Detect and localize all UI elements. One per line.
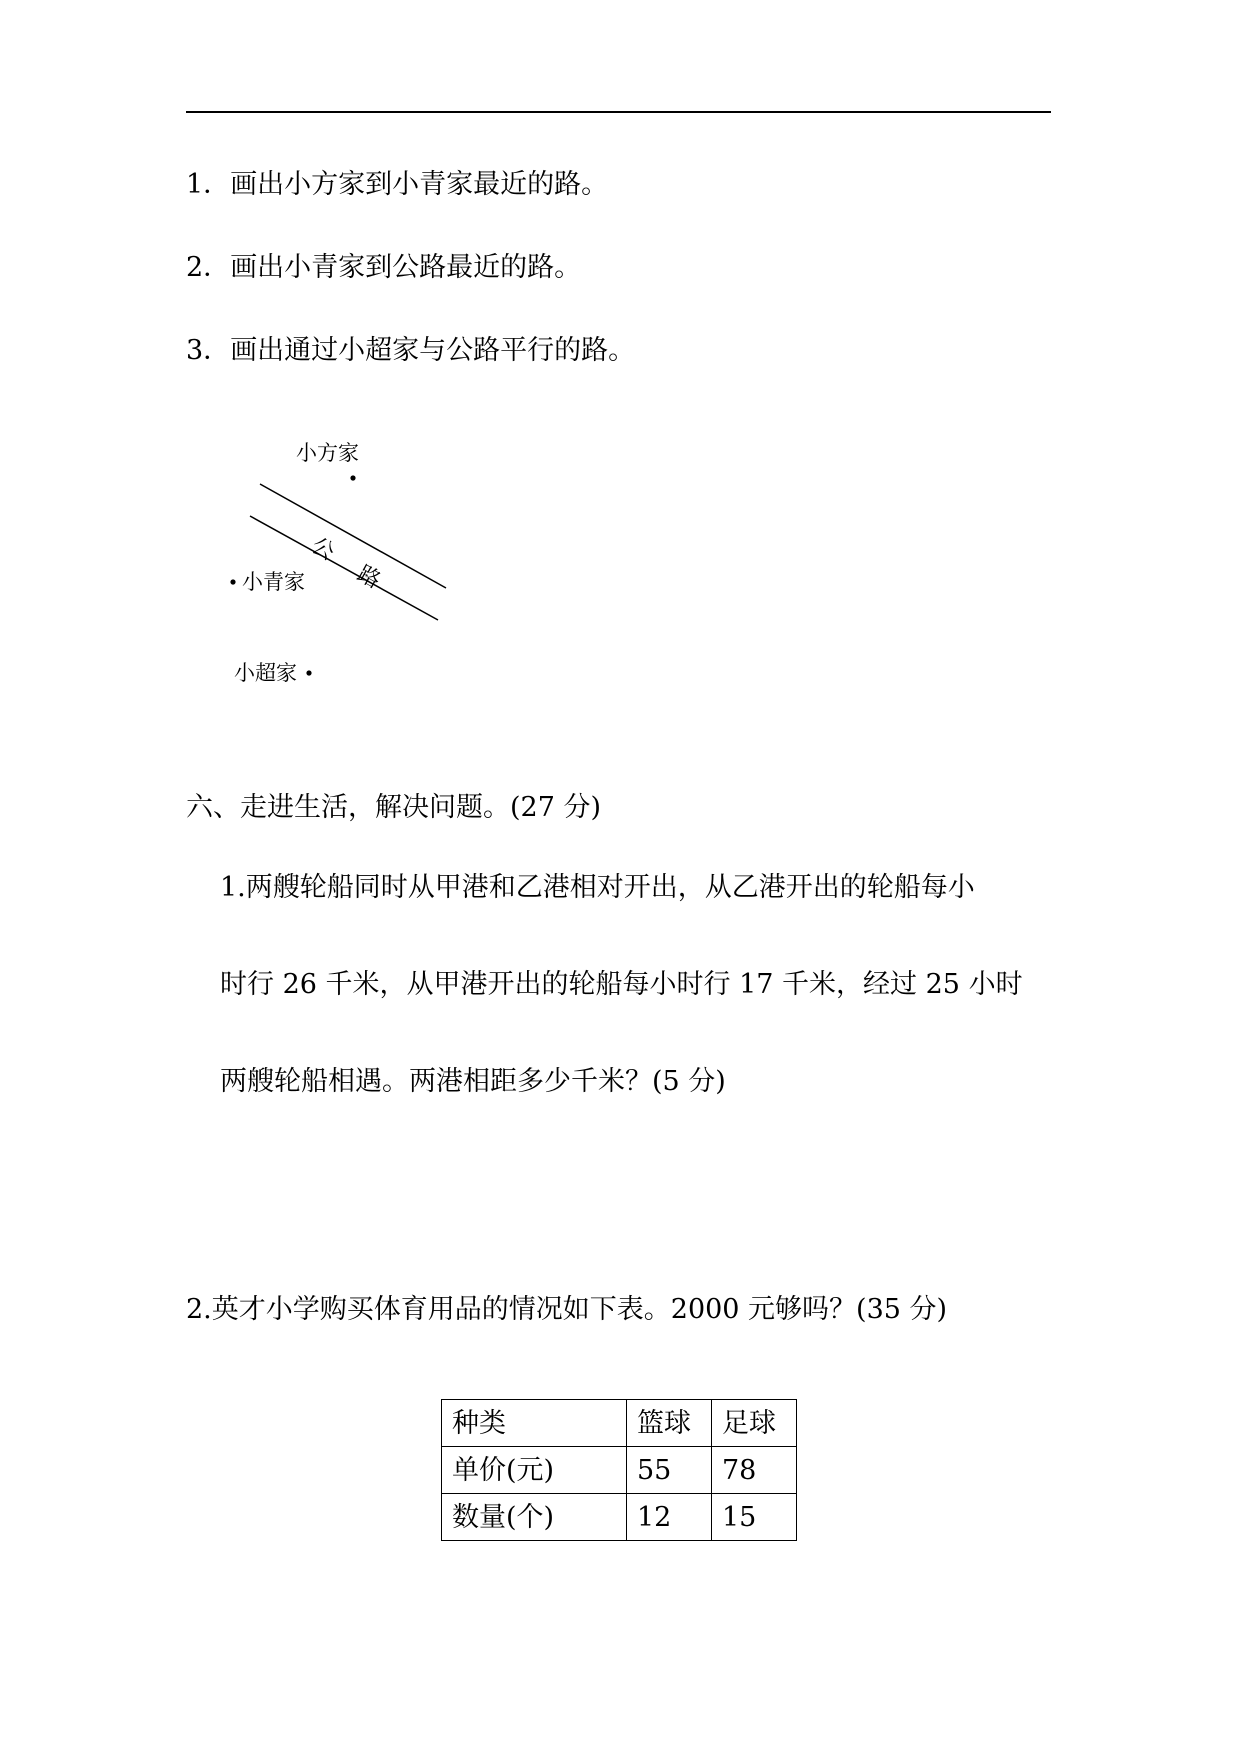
table-cell: 78 — [712, 1447, 797, 1494]
table-cell: 数量(个) — [442, 1494, 627, 1541]
sports-goods-table — [441, 1399, 797, 1541]
table-cell: 篮球 — [627, 1400, 712, 1447]
road-diagram — [220, 430, 460, 690]
task-1: 1．画出小方家到小青家最近的路。 — [186, 169, 609, 200]
xiaoqing-point — [230, 579, 235, 584]
xiaofang-label: 小方家 — [296, 441, 359, 465]
table-cell: 12 — [627, 1494, 712, 1541]
table-row — [442, 1447, 797, 1494]
xiaofang-point — [350, 475, 355, 480]
q1-line-3: 两艘轮船相遇。两港相距多少千米？(5 分) — [220, 1066, 726, 1097]
task-2: 2．画出小青家到公路最近的路。 — [186, 252, 582, 283]
q1-line-1: 1.两艘轮船同时从甲港和乙港相对开出，从乙港开出的轮船每小 — [220, 872, 975, 903]
road-label-lu: 路 — [353, 561, 385, 594]
table-cell: 55 — [627, 1447, 712, 1494]
xiaochao-point — [306, 670, 311, 675]
table-cell: 单价(元) — [442, 1447, 627, 1494]
table-row — [442, 1494, 797, 1541]
section-six-heading: 六、走进生活，解决问题。(27 分) — [186, 792, 602, 823]
table-cell: 足球 — [712, 1400, 797, 1447]
road-label-gong: 公 — [307, 533, 339, 566]
top-rule — [186, 111, 1051, 113]
q2-text: 2.英才小学购买体育用品的情况如下表。2000 元够吗？(35 分) — [186, 1294, 948, 1325]
xiaoqing-label: 小青家 — [242, 570, 305, 594]
task-3: 3．画出通过小超家与公路平行的路。 — [186, 335, 636, 366]
table-row — [442, 1400, 797, 1447]
q1-line-2: 时行 26 千米，从甲港开出的轮船每小时行 17 千米，经过 25 小时 — [220, 969, 1023, 1000]
table-cell: 种类 — [442, 1400, 627, 1447]
xiaochao-label: 小超家 — [234, 661, 297, 685]
table-cell: 15 — [712, 1494, 797, 1541]
